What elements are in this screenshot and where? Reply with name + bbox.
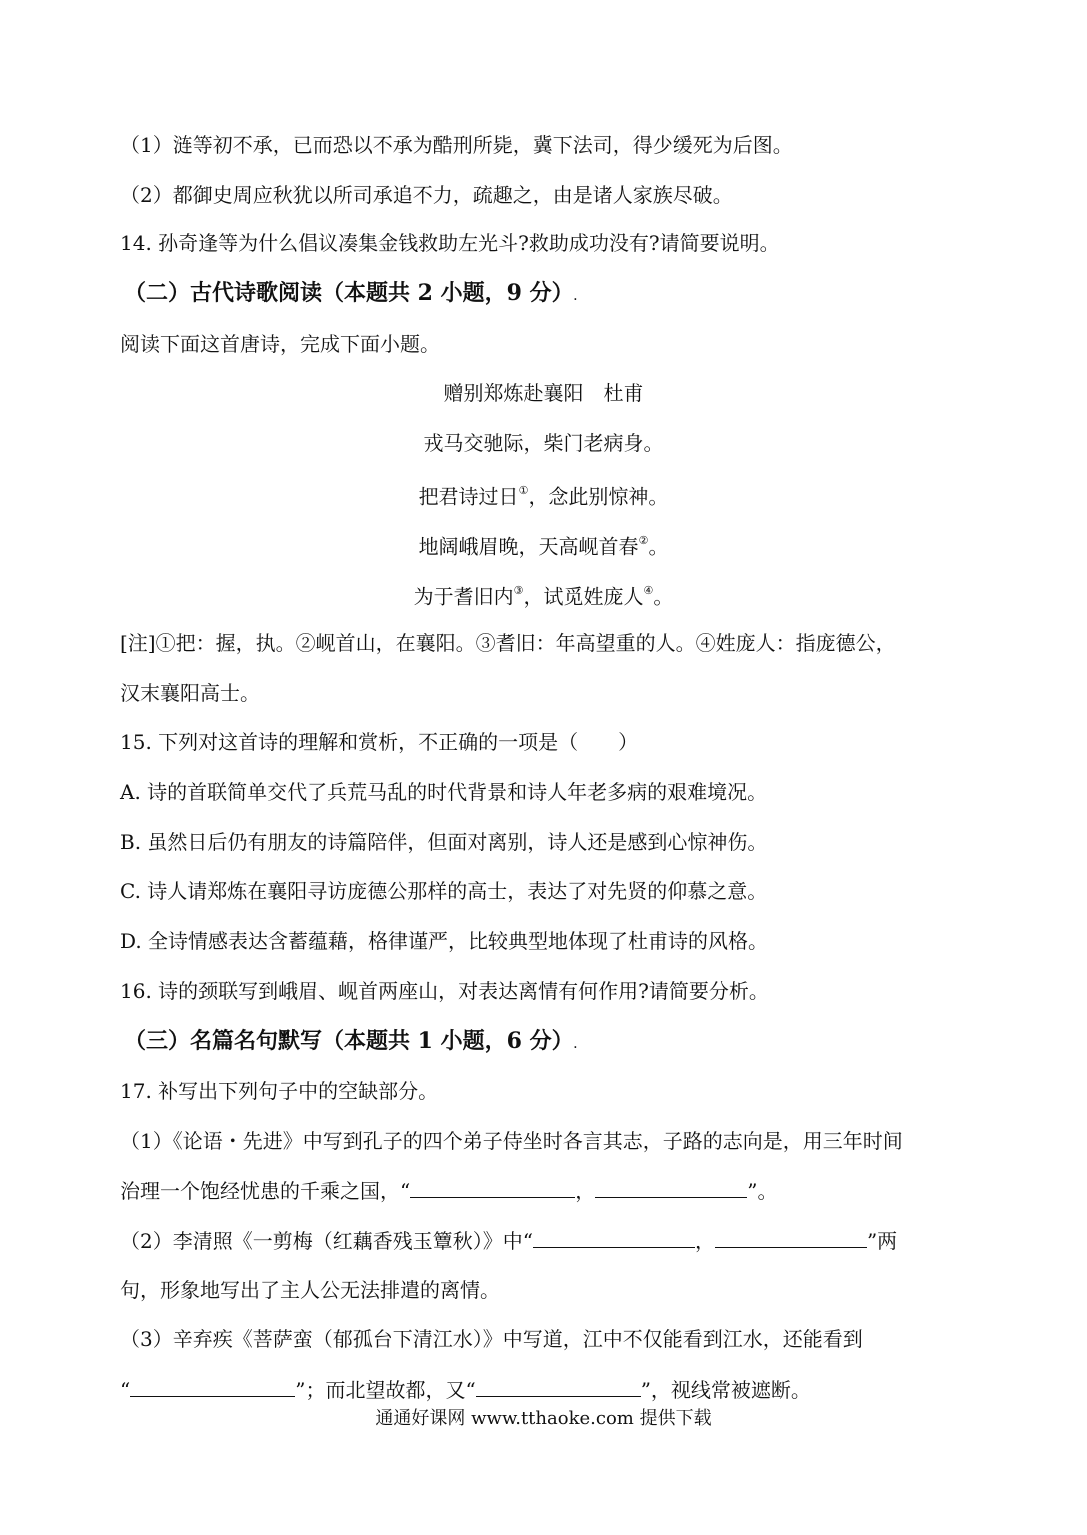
poem-line-2: 把君诗过日①，念此别惊神。 — [418, 484, 669, 509]
poem-notes-line2: 汉末襄阳高士。 — [120, 681, 260, 705]
footnote-mark: ① — [518, 484, 529, 497]
q17-item2-line2: 句，形象地写出了主人公无法排遣的离情。 — [120, 1278, 500, 1302]
answer-blank[interactable] — [410, 1177, 575, 1198]
q17-item2-line1: （2）李清照《一剪梅（红藕香残玉簟秋）》中“ ， ”两 — [120, 1229, 898, 1253]
answer-blank[interactable] — [533, 1227, 695, 1248]
question-15: 15. 下列对这首诗的理解和赏析，不正确的一项是（ ） — [120, 730, 639, 754]
q13-item2: （2）都御史周应秋犹以所司承追不力，疏趣之，由是诸人家族尽破。 — [120, 183, 733, 207]
q17-item3-line2: “ ”；而北望故都，又“ ”，视线常被遮断。 — [120, 1378, 811, 1402]
footer-source: 通通好课网 www.tthaoke.com 提供下载 — [375, 1408, 712, 1429]
poem-line-1: 戎马交驰际，柴门老病身。 — [423, 431, 664, 455]
section-heading-poetry: （二）古代诗歌阅读（本题共 2 小题，9 分）. — [124, 280, 578, 306]
poem-title: 赠别郑炼赴襄阳 杜甫 — [443, 381, 644, 405]
q17-item1-line1: （1）《论语・先进》中写到孔子的四个弟子侍坐时各言其志，子路的志向是，用三年时间 — [120, 1129, 903, 1153]
footnote-mark: ④ — [643, 584, 654, 597]
footnote-mark: ③ — [513, 584, 524, 597]
question-14: 14. 孙奇逢等为什么倡议凑集金钱救助左光斗?救助成功没有?请简要说明。 — [120, 231, 780, 255]
poem-line-4: 为于耆旧内③，试觅姓庞人④。 — [413, 584, 674, 609]
footnote-mark: ② — [638, 534, 649, 547]
answer-blank[interactable] — [476, 1376, 641, 1397]
answer-blank[interactable] — [130, 1376, 295, 1397]
option-b: B. 虽然日后仍有朋友的诗篇陪伴，但面对离别，诗人还是感到心惊神伤。 — [120, 830, 768, 854]
question-16: 16. 诗的颈联写到峨眉、岘首两座山，对表达离情有何作用?请简要分析。 — [120, 979, 769, 1003]
section-heading-recitation: （三）名篇名句默写（本题共 1 小题，6 分）. — [124, 1028, 578, 1054]
poem-intro: 阅读下面这首唐诗，完成下面小题。 — [120, 332, 440, 356]
q13-item1: （1）涟等初不承，已而恐以不承为酷刑所毙，冀下法司，得少缓死为后图。 — [120, 133, 793, 157]
option-d: D. 全诗情感表达含蓄蕴藉，格律谨严，比较典型地体现了杜甫诗的风格。 — [120, 929, 769, 953]
poem-line-3: 地阔峨眉晚，天高岘首春②。 — [418, 534, 669, 559]
q17-item3-line1: （3）辛弃疾《菩萨蛮（郁孤台下清江水）》中写道，江中不仅能看到江水，还能看到 — [120, 1327, 863, 1351]
poem-notes-line1: [注]①把：握，执。②岘首山，在襄阳。③耆旧：年高望重的人。④姓庞人：指庞德公， — [120, 631, 896, 655]
answer-blank[interactable] — [715, 1227, 867, 1248]
answer-blank[interactable] — [595, 1177, 747, 1198]
q17-item1-line2: 治理一个饱经忧患的千乘之国，“ ， ”。 — [120, 1179, 778, 1203]
option-c: C. 诗人请郑炼在襄阳寻访庞德公那样的高士，表达了对先贤的仰慕之意。 — [120, 879, 768, 903]
question-17: 17. 补写出下列句子中的空缺部分。 — [120, 1079, 439, 1103]
option-a: A. 诗的首联简单交代了兵荒马乱的时代背景和诗人年老多病的艰难境况。 — [120, 780, 768, 804]
